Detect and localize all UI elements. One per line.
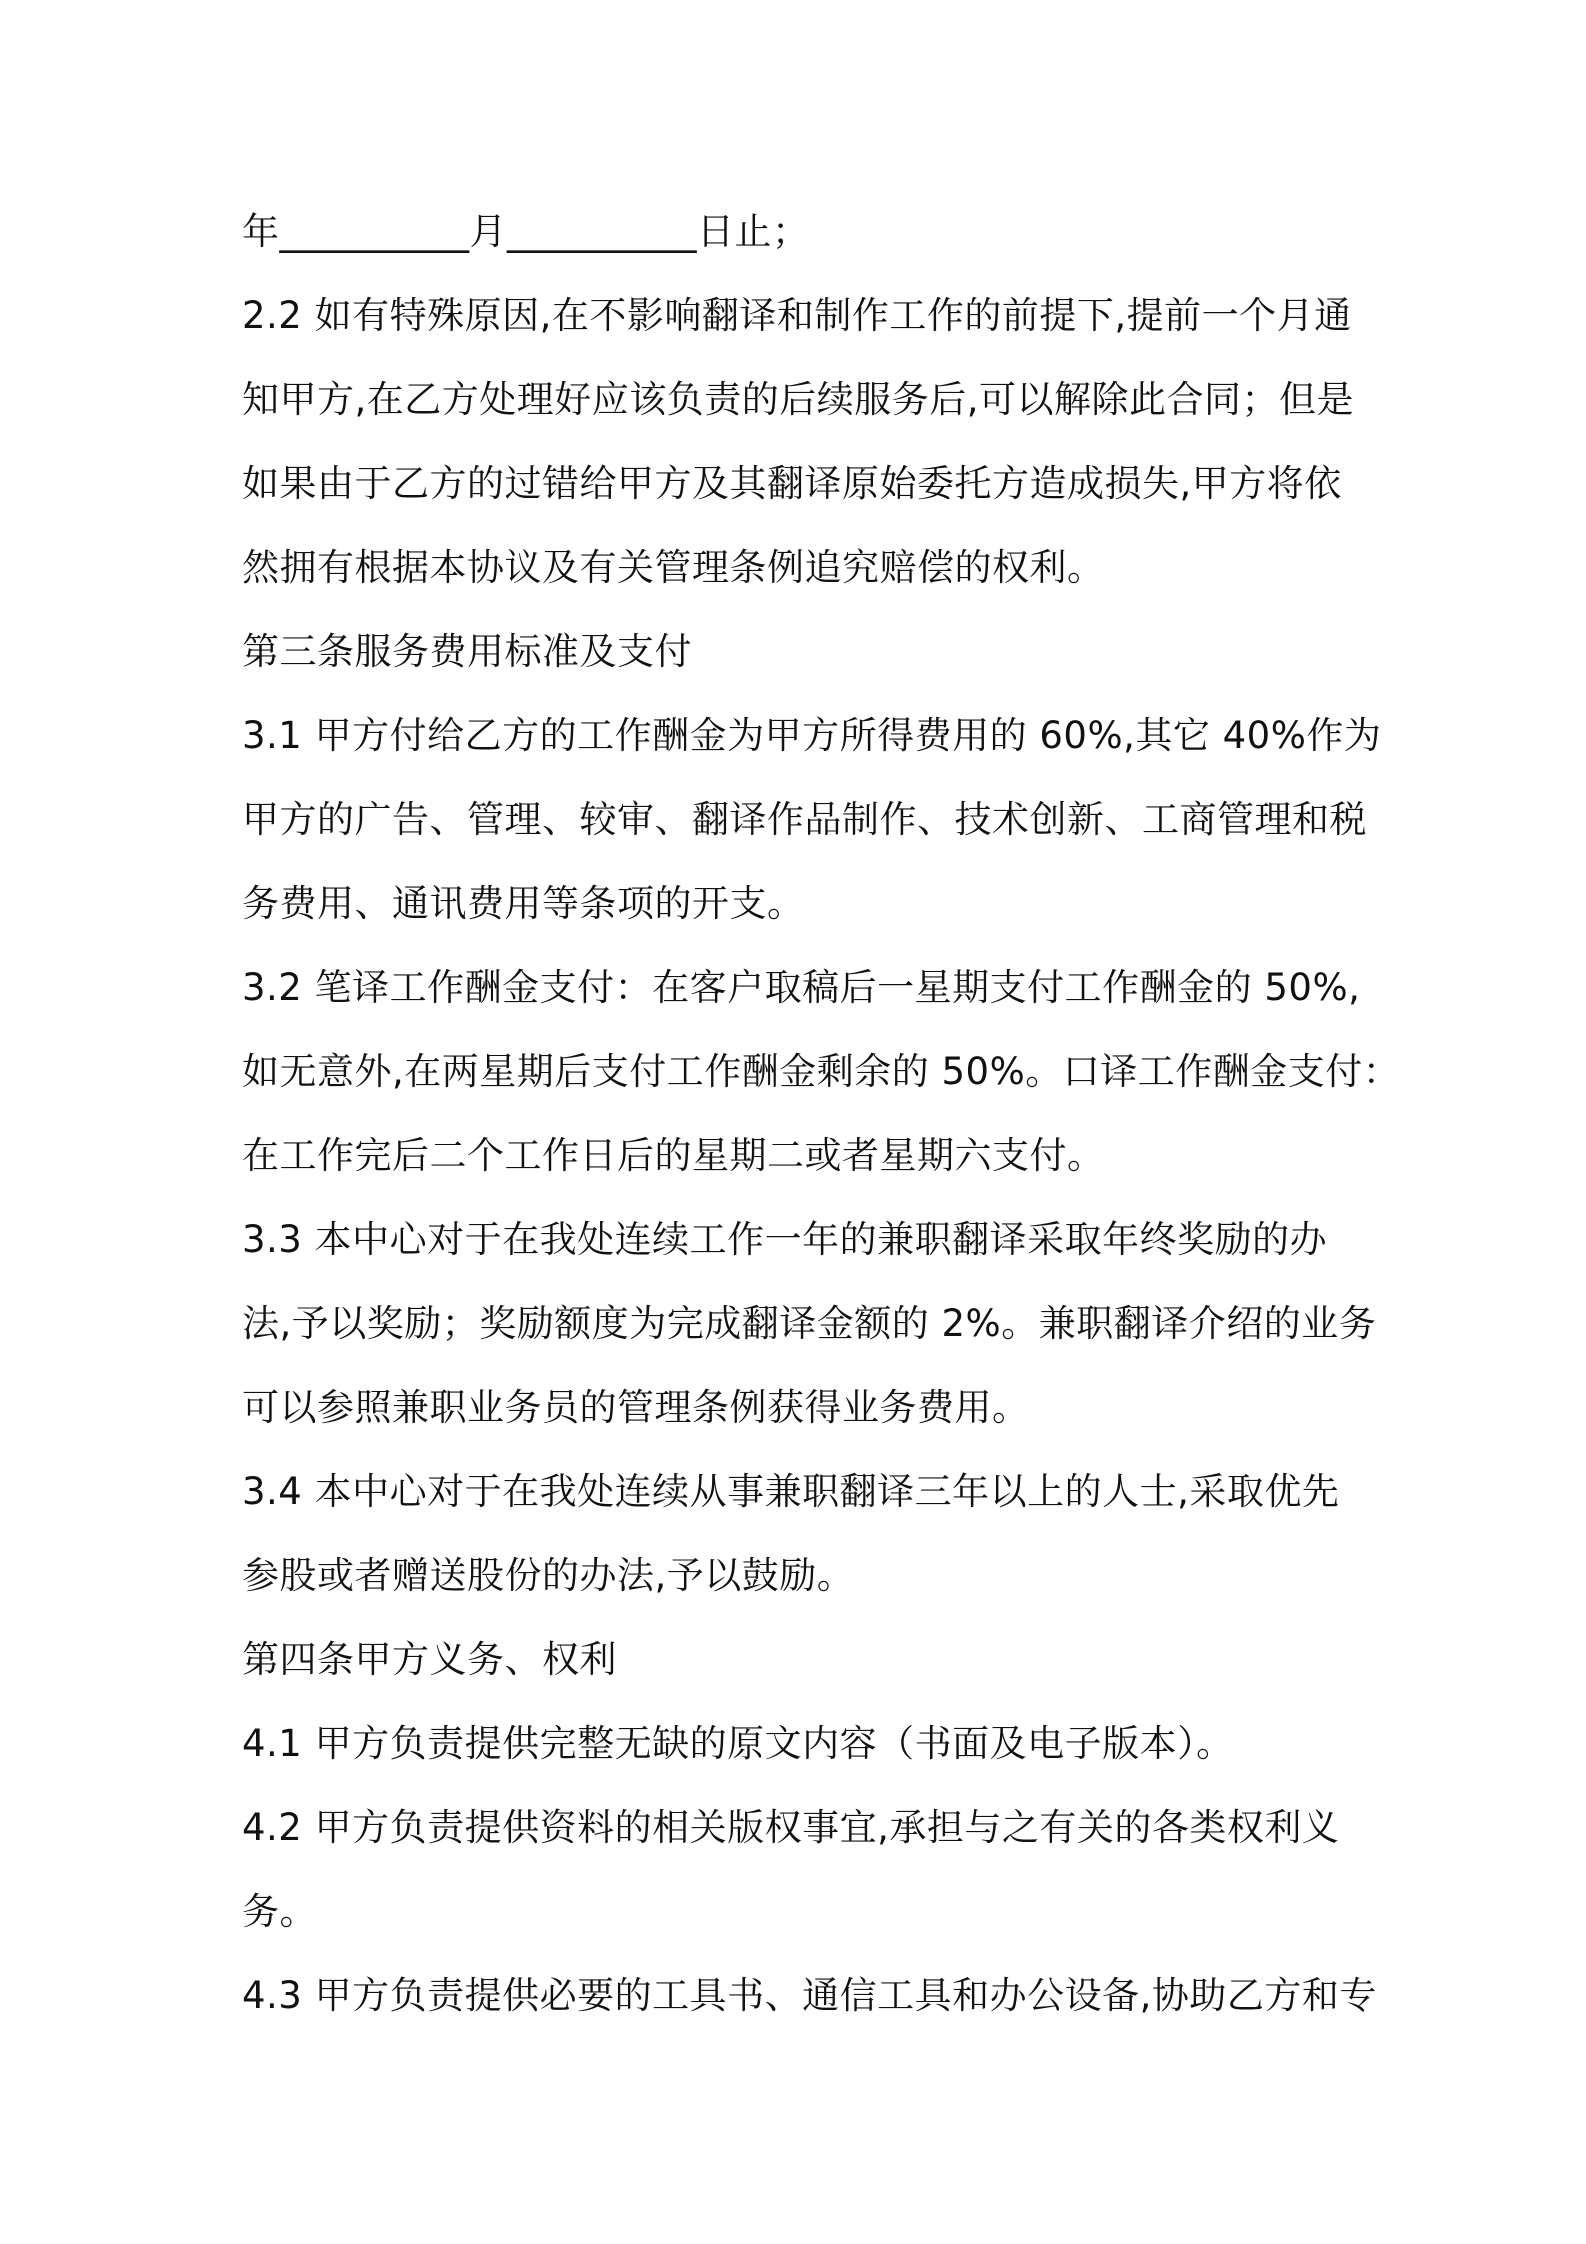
- clause-4-1-line: 4.1 甲方负责提供完整无缺的原文内容（书面及电子版本）。: [242, 1722, 1234, 1765]
- clause-3-2-line: 3.2 笔译工作酬金支付：在客户取稿后一星期支付工作酬金的 50%,: [242, 966, 1361, 1009]
- text-line: 务。: [242, 1890, 317, 1933]
- clause-3-1-line: 3.1 甲方付给乙方的工作酬金为甲方所得费用的 60%,其它 40%作为: [242, 714, 1382, 757]
- text-line: 在工作完后二个工作日后的星期二或者星期六支付。: [242, 1134, 1105, 1177]
- document-body: [242, 190, 1401, 2038]
- section-heading-4: 第四条甲方义务、权利: [242, 1638, 617, 1681]
- clause-4-3-line: 4.3 甲方负责提供必要的工具书、通信工具和办公设备,协助乙方和专: [242, 1974, 1377, 2017]
- text-line: 法,予以奖励；奖励额度为完成翻译金额的 2%。兼职翻译介绍的业务: [242, 1302, 1377, 1345]
- clause-2-2-line: 2.2 如有特殊原因,在不影响翻译和制作工作的前提下,提前一个月通: [242, 294, 1352, 337]
- text-line: 如果由于乙方的过错给甲方及其翻译原始委托方造成损失,甲方将依: [242, 462, 1342, 505]
- text-line: 如无意外,在两星期后支付工作酬金剩余的 50%。口译工作酬金支付：: [242, 1050, 1401, 1093]
- text-line: 然拥有根据本协议及有关管理条例追究赔偿的权利。: [242, 546, 1105, 589]
- text-line: 年__________月__________日止；: [242, 210, 810, 253]
- text-line: 知甲方,在乙方处理好应该负责的后续服务后,可以解除此合同；但是: [242, 378, 1355, 421]
- text-line: 参股或者赠送股份的办法,予以鼓励。: [242, 1554, 855, 1597]
- clause-3-3-line: 3.3 本中心对于在我处连续工作一年的兼职翻译采取年终奖励的办: [242, 1218, 1328, 1261]
- text-line: 务费用、通讯费用等条项的开支。: [242, 882, 805, 925]
- clause-4-2-line: 4.2 甲方负责提供资料的相关版权事宜,承担与之有关的各类权利义: [242, 1806, 1340, 1849]
- clause-3-4-line: 3.4 本中心对于在我处连续从事兼职翻译三年以上的人士,采取优先: [242, 1470, 1340, 1513]
- section-heading-3: 第三条服务费用标准及支付: [242, 630, 692, 673]
- text-line: 甲方的广告、管理、较审、翻译作品制作、技术创新、工商管理和税: [242, 798, 1367, 841]
- text-line: 可以参照兼职业务员的管理条例获得业务费用。: [242, 1386, 1030, 1429]
